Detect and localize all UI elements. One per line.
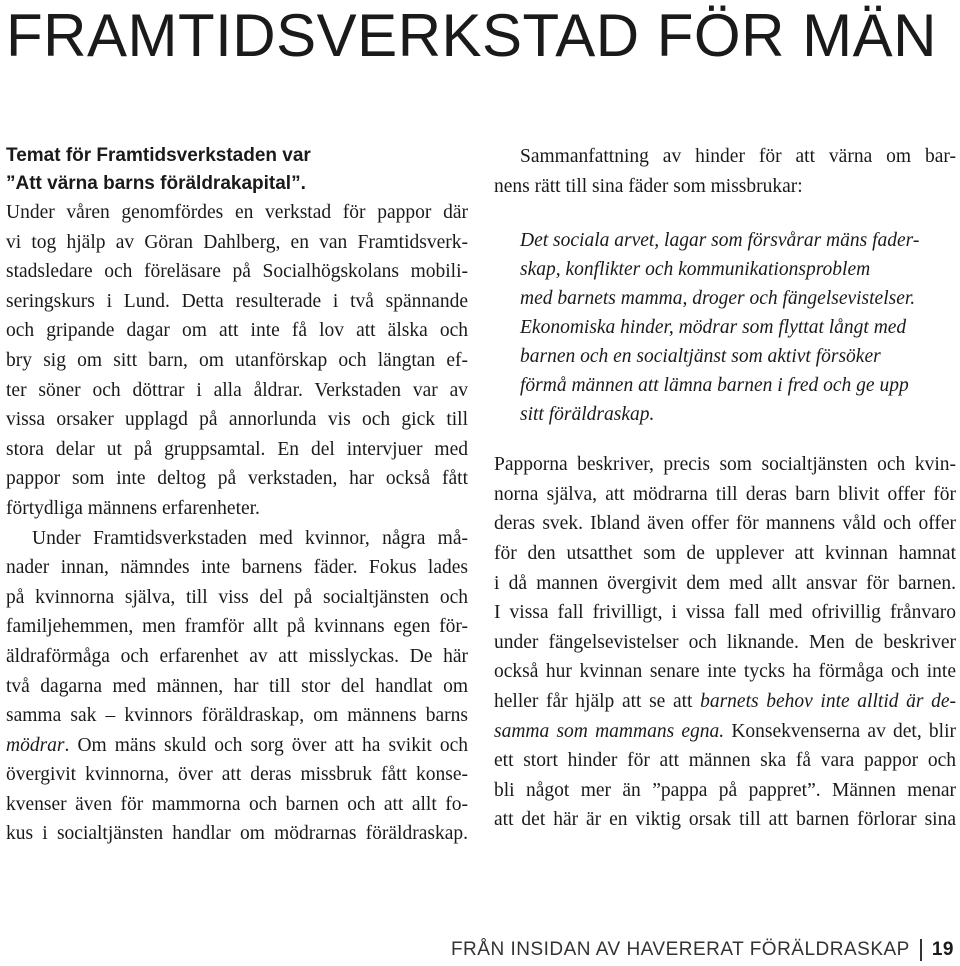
page-number: 19: [931, 939, 954, 960]
text-line: två dagarna med männen, har till stor del handlat om: [6, 675, 468, 697]
text-line: ter söner och döttrar i alla åldrar. Verkstaden var av: [6, 379, 468, 401]
text-line: kus i socialtjänsten handlar om mödrarnas föräldraskap.: [6, 823, 468, 845]
text-line: äldraförmåga och erfarenhet av att misslyckas. De här: [6, 645, 468, 667]
text-line: stora delar ut på gruppsamtal. En del intervjuer med: [6, 438, 468, 460]
text-line: kvenser även för mammorna och barnen och att allt fo-: [6, 793, 468, 815]
text-span: Konsekvenserna av det, blir: [724, 720, 956, 742]
text-line: [494, 717, 956, 747]
text-line: på kvinnorna själva, till viss del på socialtjänsten och: [6, 586, 468, 608]
text-line: I vissa fall frivilligt, i vissa fall med ofrivillig frånvaro: [494, 602, 956, 624]
summary-intro: [494, 142, 956, 201]
left-column: [6, 142, 468, 849]
text-line: Sammanfattning av hinder för att värna om bar-: [520, 146, 956, 167]
text-line: och gripande dagar om att inte få lov att älska och: [6, 320, 468, 342]
text-line: samma sak – kvinnors föräldraskap, om männens barns: [6, 705, 468, 727]
text-span: . Om mäns skuld och sorg över att ha svikit och: [64, 734, 468, 756]
text-line: norna själva, att mödrarna till deras barn blivit offer för: [494, 483, 956, 505]
page-title: FRAMTIDSVERKSTAD FÖR MÄN: [6, 2, 937, 69]
italic-text: mödrar: [6, 734, 65, 756]
text-line: Under Framtidsverkstaden med kvinnor, några må-: [32, 527, 468, 549]
heading-line: Temat för Framtidsverkstaden var: [6, 145, 311, 166]
text-line: för den utsatthet som de upplever att kvinnan hamnat: [494, 542, 956, 564]
italic-text: samma som mammans egna.: [494, 720, 725, 742]
text-line: nens rätt till sina fäder som missbrukar:: [494, 175, 803, 197]
text-line: förmå männen att lämna barnen i fred och ge upp: [520, 375, 909, 397]
text-line: familjehemmen, men framför allt på kvinnans egen för-: [6, 616, 468, 638]
page-footer: [451, 939, 954, 961]
text-line: barnen och en socialtjänst som aktivt försöker: [520, 346, 881, 368]
heading-line: ”Att värna barns föräldrakapital”.: [6, 173, 306, 194]
text-line: i då mannen övergivit dem med allt ansvar för barnen.: [494, 572, 956, 594]
text-line: [6, 731, 468, 761]
text-line: pappor som inte deltog på verkstaden, har också fått: [6, 468, 468, 490]
text-span: heller får hjälp att se att: [494, 690, 701, 712]
text-line: ett stort hinder för att männen ska få vara pappor och: [494, 750, 956, 772]
text-line: deras svek. Ibland även offer för mannens våld och offer: [494, 513, 956, 535]
text-line: Det sociala arvet, lagar som försvårar mäns fader-: [520, 230, 920, 252]
text-line: skap, konflikter och kommunikationsproblem: [520, 259, 871, 281]
text-line: övergivit kvinnorna, över att deras missbruk fått konse-: [6, 764, 468, 786]
text-line: vissa orsaker upplagd på annorlunda vis och gick till: [6, 409, 468, 431]
footer-divider: [920, 939, 922, 961]
text-line: stadsledare och föreläsare på Socialhögskolans mobili-: [6, 261, 468, 283]
text-line: nader innan, nämndes inte barnens fäder. Fokus lades: [6, 557, 468, 579]
text-line: bry sig om sitt barn, om utanförskap och längtan ef-: [6, 349, 468, 371]
text-line: Ekonomiska hinder, mödrar som flyttat långt med: [520, 317, 907, 339]
text-line: att det här är en viktig orsak till att barnen förlorar sina: [494, 809, 956, 831]
text-line: bli något mer än ”pappa på pappret”. Männen menar: [494, 779, 956, 801]
text-line: också hur kvinnan senare inte tycks ha förmåga och inte: [494, 661, 956, 683]
section-heading: [6, 142, 468, 198]
paragraph-1: [6, 198, 468, 524]
text-line: sitt föräldraskap.: [520, 404, 655, 426]
italic-text: barnets behov inte alltid är de-: [700, 690, 956, 712]
publication-title: FRÅN INSIDAN AV HAVERERAT FÖRÄLDRASKAP: [450, 939, 910, 960]
paragraph-right: [494, 450, 956, 835]
text-line: seringskurs i Lund. Detta resulterade i två spännande: [6, 290, 468, 312]
paragraph-2: [6, 524, 468, 850]
summary-list: [494, 226, 956, 429]
text-line: Under våren genomfördes en verkstad för pappor där: [6, 202, 468, 223]
text-line: [494, 687, 956, 717]
text-line: med barnets mamma, droger och fängelsevistelser.: [520, 288, 916, 310]
text-line: förtydliga männens erfarenheter.: [6, 497, 260, 519]
right-column: [494, 142, 956, 835]
text-line: vi tog hjälp av Göran Dahlberg, en van Framtidsverk-: [6, 231, 468, 253]
text-line: Papporna beskriver, precis som socialtjänsten och kvin-: [494, 454, 956, 476]
text-line: under fängelsevistelser och liknande. Men de beskriver: [494, 631, 956, 653]
